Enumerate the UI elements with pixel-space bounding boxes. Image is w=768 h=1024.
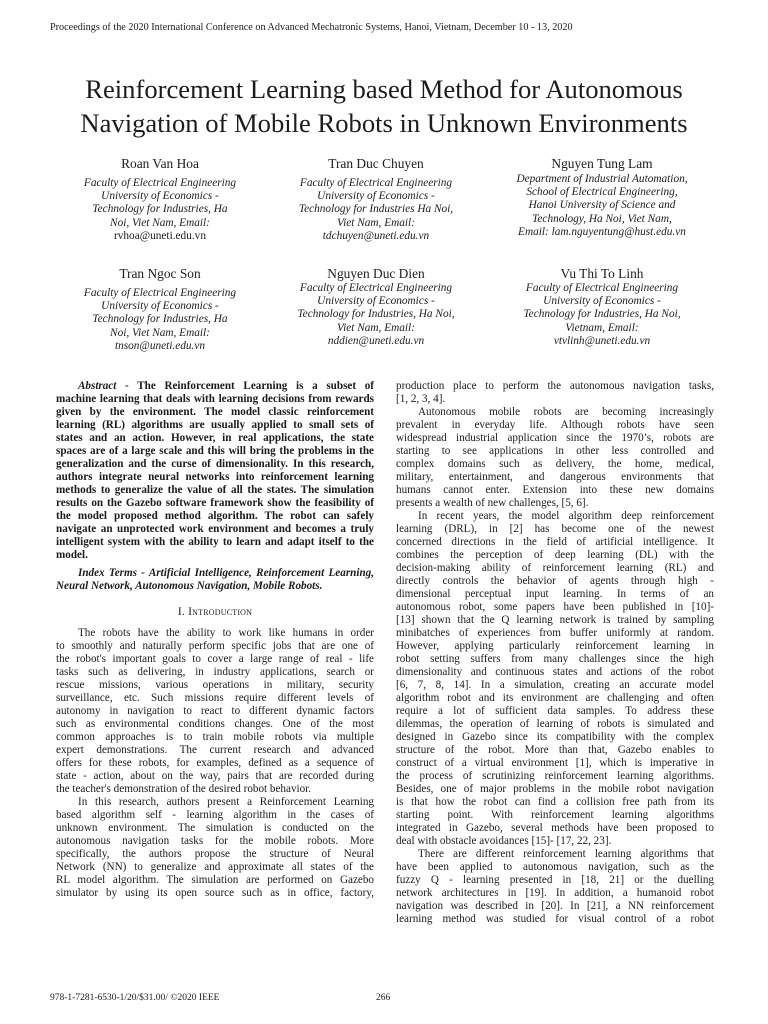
body-line: require a lot of sufficient data samples. To address these <box>396 705 714 717</box>
author-affiliation <box>261 282 491 335</box>
author-name: Tran Duc Chuyen <box>328 156 424 171</box>
body-line: concerned directions in the field of artificial intelligence. It <box>396 536 714 548</box>
abstract-label: Abstract <box>78 380 117 392</box>
author-email: vtvlinh@uneti.edu.vn <box>553 334 651 347</box>
section-heading: I. Introduction <box>177 605 253 618</box>
body-line: combines the perception of deep learning (DL) with the <box>396 549 714 561</box>
author-email: Email: lam.nguyentung@hust.edu.vn <box>518 225 686 238</box>
abstract-line: the model proposed method algorithm. The robot can safely <box>56 510 374 522</box>
author-affiliation <box>487 282 717 335</box>
body-line: widespread industrial application since the 1970’s, robots are <box>396 432 714 444</box>
affiliation-line: Technology for Industries, Ha <box>92 313 228 326</box>
author-name: Roan Van Hoa <box>121 156 199 171</box>
author-email: tnson@uneti.edu.vn <box>114 339 206 352</box>
author-block-2 <box>261 156 491 243</box>
author-name: Nguyen Tung Lam <box>551 156 653 171</box>
paragraph <box>396 406 714 510</box>
affiliation-line: University of Economics - <box>543 295 661 308</box>
author-block-5 <box>261 266 491 348</box>
title-line-1: Reinforcement Learning based Method for Autonomous <box>85 74 683 104</box>
body-line: [13] shown that the Q learning network is trained by sampling <box>396 614 714 626</box>
body-line: integrated in Gazebo, several methods have been proposed to <box>396 822 714 834</box>
body-line: dilemmas, the operation of learning of robots is simulated and <box>396 718 714 730</box>
body-line: common approaches is to train mobile robots via multiple <box>56 731 374 743</box>
affiliation-line: University of Economics - <box>317 190 435 203</box>
body-line: the process of scrutinizing reinforcement learning algorithms. <box>396 770 714 782</box>
abstract-line: spaces are of a large scale and this will bring the problems in the <box>56 445 374 457</box>
body-line: RL model algorithm. The simulation are performed on Gazebo <box>56 874 374 886</box>
abstract-line <box>56 380 374 393</box>
body-line: directly controls the behavior of agents through high - <box>396 575 714 587</box>
author-block-3 <box>487 156 717 239</box>
body-line: starting to see applications in other less controlled and <box>396 445 714 457</box>
body-line: offers for these robots, for examples, defined as a sequence of <box>56 757 374 769</box>
body-line: unknown environment. The simulation is conducted on the <box>56 822 374 834</box>
body-line: minibatches of experiences from buffer uniformly at random. <box>396 627 714 639</box>
paragraph <box>396 380 714 406</box>
paragraph <box>56 627 374 796</box>
body-line: surveillance, etc. Such missions require different levels of <box>56 692 374 704</box>
index-terms <box>56 567 374 593</box>
affiliation-line: Technology for Industries, Ha <box>92 203 228 216</box>
body-line: tasks such as delivering, in industry applications, search or <box>56 666 374 678</box>
affiliation-line: Technology, Ha Noi, Viet Nam, <box>532 212 672 225</box>
body-line: rescue missions, various operations in military, security <box>56 679 374 691</box>
affiliation-line: Faculty of Electrical Engineering <box>299 177 453 189</box>
body-line: robot setting suffers from many challenges since the high <box>396 653 714 665</box>
left-column <box>56 380 374 900</box>
abstract-line: learning (RL) algorithms are usually applied to small sets of <box>56 419 374 431</box>
abstract-line: generalization and the curse of dimensionality. In this research, <box>56 458 374 470</box>
body-line: have been applied to autonomous navigation, such as the <box>396 861 714 873</box>
author-affiliation <box>45 287 275 340</box>
abstract-line: machine learning that deals with learning decisions from rewards <box>56 393 374 405</box>
body-line: algorithm robot and its environment are challenging and often <box>396 692 714 704</box>
body-line: learning (DRL), in [2] has become one of the newest <box>396 523 714 535</box>
body-line: simulator by using its open source such as in office, factory, <box>56 887 374 899</box>
author-affiliation <box>261 177 491 230</box>
affiliation-line: Vietnam, Email: <box>565 321 639 334</box>
page-number: 266 <box>376 993 391 1003</box>
body-line: The robots have the ability to work like humans in order <box>78 627 374 639</box>
body-line: expert demonstrations. The current research and advanced <box>56 744 374 756</box>
abstract-line: model. <box>56 549 88 561</box>
body-line: fuzzy Q - learning presented in [18, 21] or the duelling <box>396 874 714 886</box>
paper-title <box>30 72 738 140</box>
author-block-4 <box>45 266 275 353</box>
body-line: is that how the robot can find a collision free path from its <box>396 796 714 808</box>
body-line: Network (NN) to generalize and approximate all states of the <box>56 861 374 873</box>
body-line: learning method was studied for visual control of a robot <box>396 913 714 925</box>
body-line: autonomy in navigation to react to different dynamic factors <box>56 705 374 717</box>
affiliation-line: Noi, Viet Nam, Email: <box>110 326 210 339</box>
paragraph <box>396 510 714 848</box>
affiliation-line: University of Economics - <box>101 190 219 203</box>
paragraph <box>396 848 714 926</box>
body-line: the robot's important goals to cover a large range of real - life <box>56 653 374 665</box>
affiliation-line: Faculty of Electrical Engineering <box>83 287 237 299</box>
body-line: Besides, one of major problems in the mobile robot navigation <box>396 783 714 795</box>
author-block-6 <box>487 266 717 348</box>
body-line: In this research, authors present a Reinforcement Learning <box>78 796 374 808</box>
affiliation-line: University of Economics - <box>317 295 435 308</box>
body-line: autonomous navigation tasks for the mobile robots. More <box>56 835 374 847</box>
body-line: state - action, about on the way, pairs that are recorded during <box>56 770 374 782</box>
title-line-2: Navigation of Mobile Robots in Unknown Environments <box>80 108 688 138</box>
affiliation-line: Noi, Viet Nam, Email: <box>110 216 210 229</box>
body-line: dimensional perceptual input learning. In terms of an <box>396 588 714 600</box>
body-line: presents a wealth of new challenges, [5, 6]. <box>396 497 589 509</box>
affiliation-line: Faculty of Electrical Engineering <box>525 282 679 294</box>
footer-copyright: 978-1-7281-6530-1/20/$31.00/ ©2020 IEEE <box>50 993 220 1003</box>
affiliation-line: Department of Industrial Automation, <box>516 173 688 185</box>
abstract-line: results on the Gazebo software framework show the feasibility of <box>56 497 374 509</box>
body-line: designed in Gazebo since its compatibility with the complex <box>396 731 714 743</box>
body-line: In recent years, the model algorithm deep reinforcement <box>418 510 714 522</box>
body-line: deal with obstacle avoidances [15]- [17, 22, 23]. <box>396 835 612 847</box>
affiliation-line: Viet Nam, Email: <box>337 321 415 334</box>
abstract-line: states and an action. However, in real applications, the state <box>56 432 374 444</box>
author-affiliation <box>45 177 275 230</box>
author-name: Tran Ngoc Son <box>119 266 201 281</box>
body-line: starting point. With reinforcement learning algorithms <box>396 809 714 821</box>
body-line: complex domains such as delivery, the home, medical, <box>396 458 714 470</box>
abstract-line: authors integrate neural networks into reinforcement learning <box>56 471 374 483</box>
index-terms-line: Index Terms - Artificial Intelligence, Reinforcement Learning, <box>78 567 374 579</box>
affiliation-line: Technology for Industries, Ha Noi, <box>297 308 455 321</box>
affiliation-line: Hanoi University of Science and <box>528 199 676 212</box>
abstract-line: given by the environment. The model classic reinforcement <box>56 406 374 418</box>
author-name: Nguyen Duc Dien <box>327 266 425 281</box>
body-line: [6, 7, 8, 14]. In a simulation, creating an accurate model <box>396 679 714 691</box>
body-line: production place to perform the autonomous navigation tasks, <box>396 380 714 392</box>
body-line: military, entertainment, and dangerous environments that <box>396 471 714 483</box>
index-terms-line: Neural Network, Autonomous Navigation, Mobile Robots. <box>56 580 323 592</box>
abstract-line: navigate an unprotected work environment and becomes a truly <box>56 523 374 535</box>
author-email: nddien@uneti.edu.vn <box>327 334 425 347</box>
body-line: prevalent in everyday life. Although robots have seen <box>396 419 714 431</box>
body-line: There are different reinforcement learning algorithms that <box>418 848 714 860</box>
proceedings-header: Proceedings of the 2020 International Conference on Advanced Mechatronic Systems, Hanoi, Vietnam, December 10 - 13, 2020 <box>50 22 573 33</box>
body-line: construct of a virtual environment [1], which is imperative in <box>396 757 714 769</box>
author-affiliation <box>487 173 717 226</box>
affiliation-line: Viet Nam, Email: <box>337 216 415 229</box>
right-column <box>396 380 714 926</box>
body-line: network architectures in [19]. In addition, a humanoid robot <box>396 887 714 899</box>
affiliation-line: School of Electrical Engineering, <box>526 186 678 199</box>
body-line: decision-making ability of reinforcement learning (RL) and <box>396 562 714 574</box>
body-line: based algorithm self - learning algorithm in the cases of <box>56 809 374 821</box>
body-line: dimensionality and continuous states and actions of the robot <box>396 666 714 678</box>
author-name: Vu Thi To Linh <box>560 266 644 281</box>
affiliation-line: Faculty of Electrical Engineering <box>83 177 237 189</box>
body-line: humans cannot enter. Extension into these new domains <box>396 484 714 496</box>
author-email: rvhoa@uneti.edu.vn <box>114 229 206 242</box>
affiliation-line: Faculty of Electrical Engineering <box>299 282 453 294</box>
body-line: autonomous robot, some papers have been published in [10]- <box>396 601 714 613</box>
body-line: [1, 2, 3, 4]. <box>396 393 446 405</box>
body-line: the teacher's demonstration of the desired robot behavior. <box>56 783 312 795</box>
abstract-line: intelligent system with the ability to learn and adapt itself to the <box>56 536 374 548</box>
affiliation-line: University of Economics - <box>101 300 219 313</box>
body-line: However, applying particularly reinforcement learning in <box>396 640 714 652</box>
affiliation-line: Technology for Industries, Ha Noi, <box>523 308 681 321</box>
affiliation-line: Technology for Industries Ha Noi, <box>298 203 454 216</box>
body-line: such as environmental conditions changes. One of the most <box>56 718 374 730</box>
author-email: tdchuyen@uneti.edu.vn <box>322 229 430 242</box>
body-line: specifically, the authors propose the structure of Neural <box>56 848 374 860</box>
abstract-line: methods to generalize the value of all the states. The simulation <box>56 484 374 496</box>
author-block-1 <box>45 156 275 243</box>
paragraph <box>56 796 374 900</box>
body-line: navigation was described in [20]. In [21], a NN reinforcement <box>396 900 714 912</box>
body-line: structure of the robot. More than that, Gazebo enables to <box>396 744 714 756</box>
body-line: Autonomous mobile robots are becoming increasingly <box>418 406 714 418</box>
abstract-text: - The Reinforcement Learning is a subset of <box>116 380 374 392</box>
body-line: to smoothly and naturally perform specific jobs that are one of <box>56 640 374 652</box>
abstract <box>56 380 374 562</box>
